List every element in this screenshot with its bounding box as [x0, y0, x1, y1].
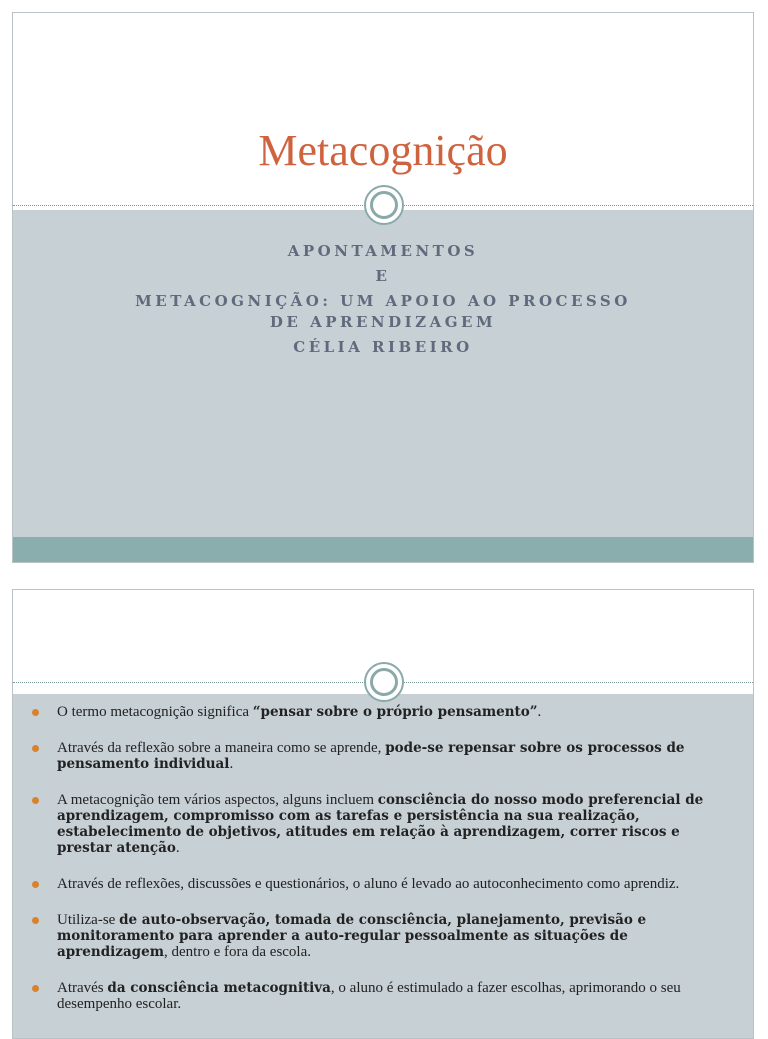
bullet-list	[29, 704, 739, 1032]
bullet-icon	[32, 797, 39, 804]
list-item: Utiliza-se de auto-observação, tomada de consciência, planejamento, previsão e monitoramento para aprender a auto-regular pessoalmente as situações de aprendizagem, dentro e fora da escola.	[29, 912, 739, 960]
bullet-icon	[32, 917, 39, 924]
title-area	[13, 13, 753, 207]
bullet-icon	[32, 985, 39, 992]
footer-strip	[13, 537, 753, 563]
subtitle-line: E	[375, 267, 391, 285]
circle-ornament-icon	[364, 662, 404, 702]
subtitle-line: DE APRENDIZAGEM	[269, 313, 497, 331]
circle-ornament-icon	[364, 185, 404, 225]
slide-subtitle	[13, 241, 753, 358]
slide-title: Metacognição	[258, 126, 508, 175]
bullet-icon	[32, 745, 39, 752]
list-item: A metacognição tem vários aspectos, alguns incluem consciência do nosso modo preferencial de aprendizagem, compromisso com as tarefas e persistência na sua realização, estabelecimento de objetivos, atitudes em relação à aprendizagem, correr riscos e prestar atenção.	[29, 792, 739, 856]
list-item: O termo metacognição significa “pensar sobre o próprio pensamento”.	[29, 704, 739, 720]
subtitle-line: APONTAMENTOS	[287, 242, 479, 260]
bullet-icon	[32, 709, 39, 716]
list-item: Através da reflexão sobre a maneira como se aprende, pode-se repensar sobre os processos de pensamento individual.	[29, 740, 739, 772]
title-slide	[12, 12, 754, 563]
content-slide	[12, 589, 754, 1039]
subtitle-line: CÉLIA RIBEIRO	[293, 338, 473, 356]
list-item: Através da consciência metacognitiva, o aluno é estimulado a fazer escolhas, aprimorando o seu desempenho escolar.	[29, 980, 739, 1012]
subtitle-line: METACOGNIÇÃO: UM APOIO AO PROCESSO	[135, 292, 631, 310]
bullet-icon	[32, 881, 39, 888]
list-item: Através de reflexões, discussões e questionários, o aluno é levado ao autoconhecimento como aprendiz.	[29, 876, 739, 892]
